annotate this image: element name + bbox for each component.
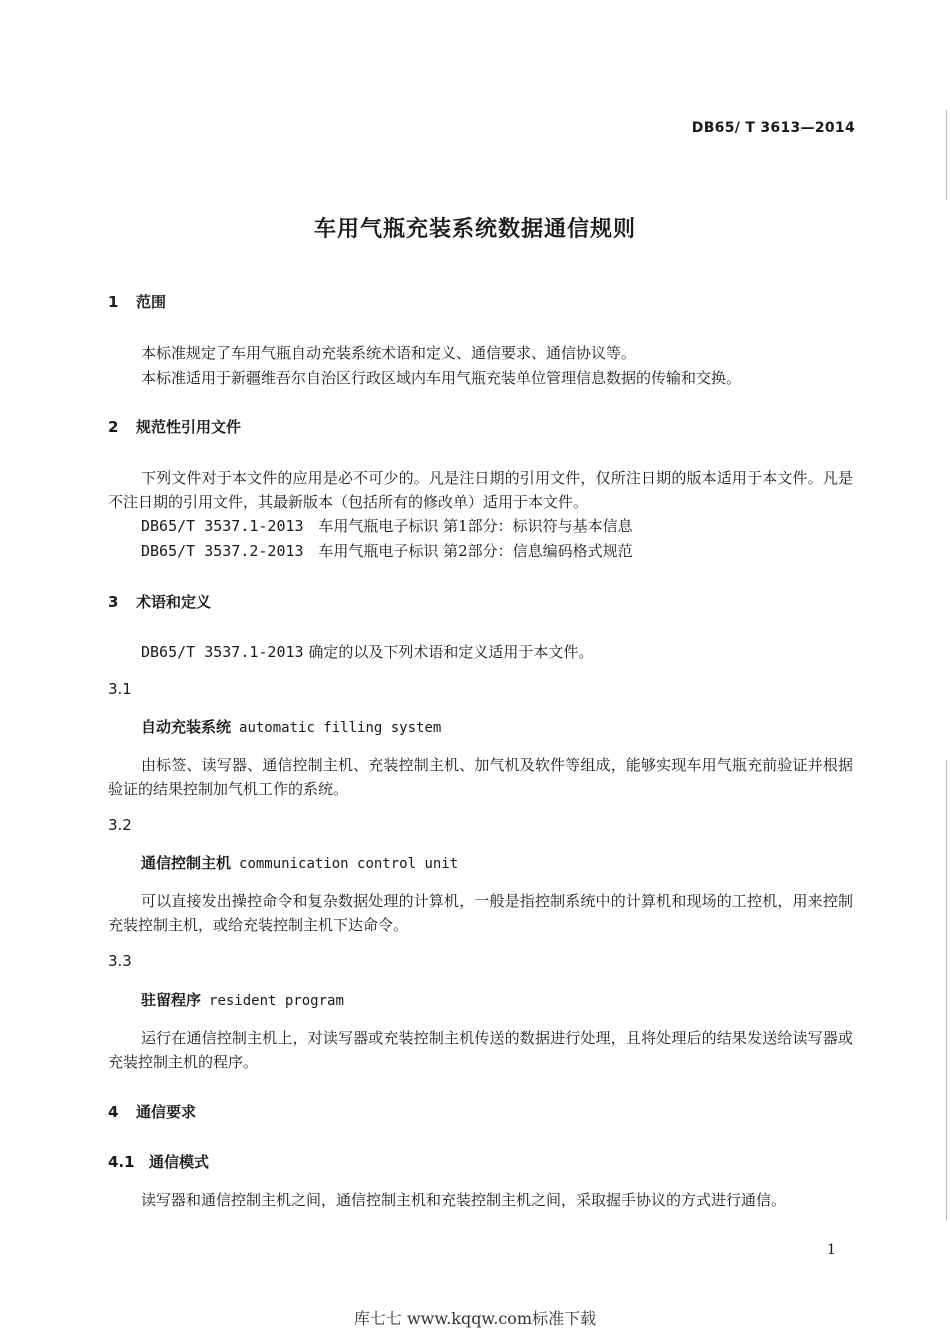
section-4-1-heading [108,1151,209,1172]
section-4-heading [108,1101,196,1122]
section-2-para: 下列文件对于本文件的应用是必不可少的。凡是注日期的引用文件，仅所注日期的版本适用于本文件。凡是不注日期的引用文件，其最新版本（包括所有的修改单）适用于本文件。 [108,469,853,511]
section-number: 2 [108,418,119,436]
reference-code: DB65/T 3537.1-2013 [141,517,304,535]
normative-reference-1 [141,515,633,536]
section-1-para-2: 本标准适用于新疆维吾尔自治区行政区域内车用气瓶充装单位管理信息数据的传输和交换。 [141,369,742,387]
term-chinese: 驻留程序 [141,991,202,1009]
reference-code: DB65/T 3537.1-2013 [141,643,304,661]
page-number: 1 [827,1242,836,1258]
section-number: 4 [108,1103,119,1121]
term-3-1-definition: 由标签、读写器、通信控制主机、充装控制主机、加气机及软件等组成，能够实现车用气瓶充前验证并根据验证的结果控制加气机工作的系统。 [108,756,853,798]
term-3-1-number: 3.1 [108,680,132,698]
term-3-3-definition: 运行在通信控制主机上，对读写器或充装控制主机传送的数据进行处理，且将处理后的结果发送给读写器或充装控制主机的程序。 [108,1029,853,1071]
standard-code: DB65/ T 3613—2014 [691,120,855,136]
reference-code: DB65/T 3537.2-2013 [141,542,304,560]
reference-title: 车用气瓶电子标识 第2部分：信息编码格式规范 [318,542,633,560]
term-3-2-definition: 可以直接发出操控命令和复杂数据处理的计算机，一般是指控制系统中的计算机和现场的工控机，用来控制充装控制主机，或给充装控制主机下达命令。 [108,892,853,934]
term-3-2-number: 3.2 [108,816,132,834]
term-english: resident program [209,993,344,1009]
reference-title: 车用气瓶电子标识 第1部分：标识符与基本信息 [318,517,633,535]
term-3-1 [141,716,441,737]
term-english: communication control unit [239,856,459,872]
term-3-2 [141,852,458,873]
section-2-heading [108,416,241,437]
term-chinese: 自动充装系统 [141,718,232,736]
term-english: automatic filling system [239,720,442,736]
scan-edge-mark [946,110,947,200]
term-3-3-number: 3.3 [108,952,132,970]
term-chinese: 通信控制主机 [141,854,232,872]
footer-watermark: 库七七 www.kqqw.com标准下载 [353,1309,597,1328]
section-number: 3 [108,593,119,611]
section-1-heading [108,291,166,312]
subsection-number: 4.1 [108,1153,135,1171]
section-title: 规范性引用文件 [136,418,242,436]
intro-text: 确定的以及下列术语和定义适用于本文件。 [308,643,594,661]
subsection-title: 通信模式 [149,1153,210,1171]
section-4-1-para: 读写器和通信控制主机之间，通信控制主机和充装控制主机之间，采取握手协议的方式进行通信。 [141,1191,787,1209]
section-3-intro [141,641,593,662]
section-number: 1 [108,293,119,311]
section-title: 范围 [136,293,167,311]
page-title: 车用气瓶充装系统数据通信规则 [313,217,636,242]
normative-reference-2 [141,540,633,561]
section-title: 通信要求 [136,1103,197,1121]
scan-edge-mark [946,760,947,1220]
section-title: 术语和定义 [136,593,212,611]
section-3-heading [108,591,211,612]
term-3-3 [141,989,344,1010]
section-1-para-1: 本标准规定了车用气瓶自动充装系统术语和定义、通信要求、通信协议等。 [141,344,637,362]
